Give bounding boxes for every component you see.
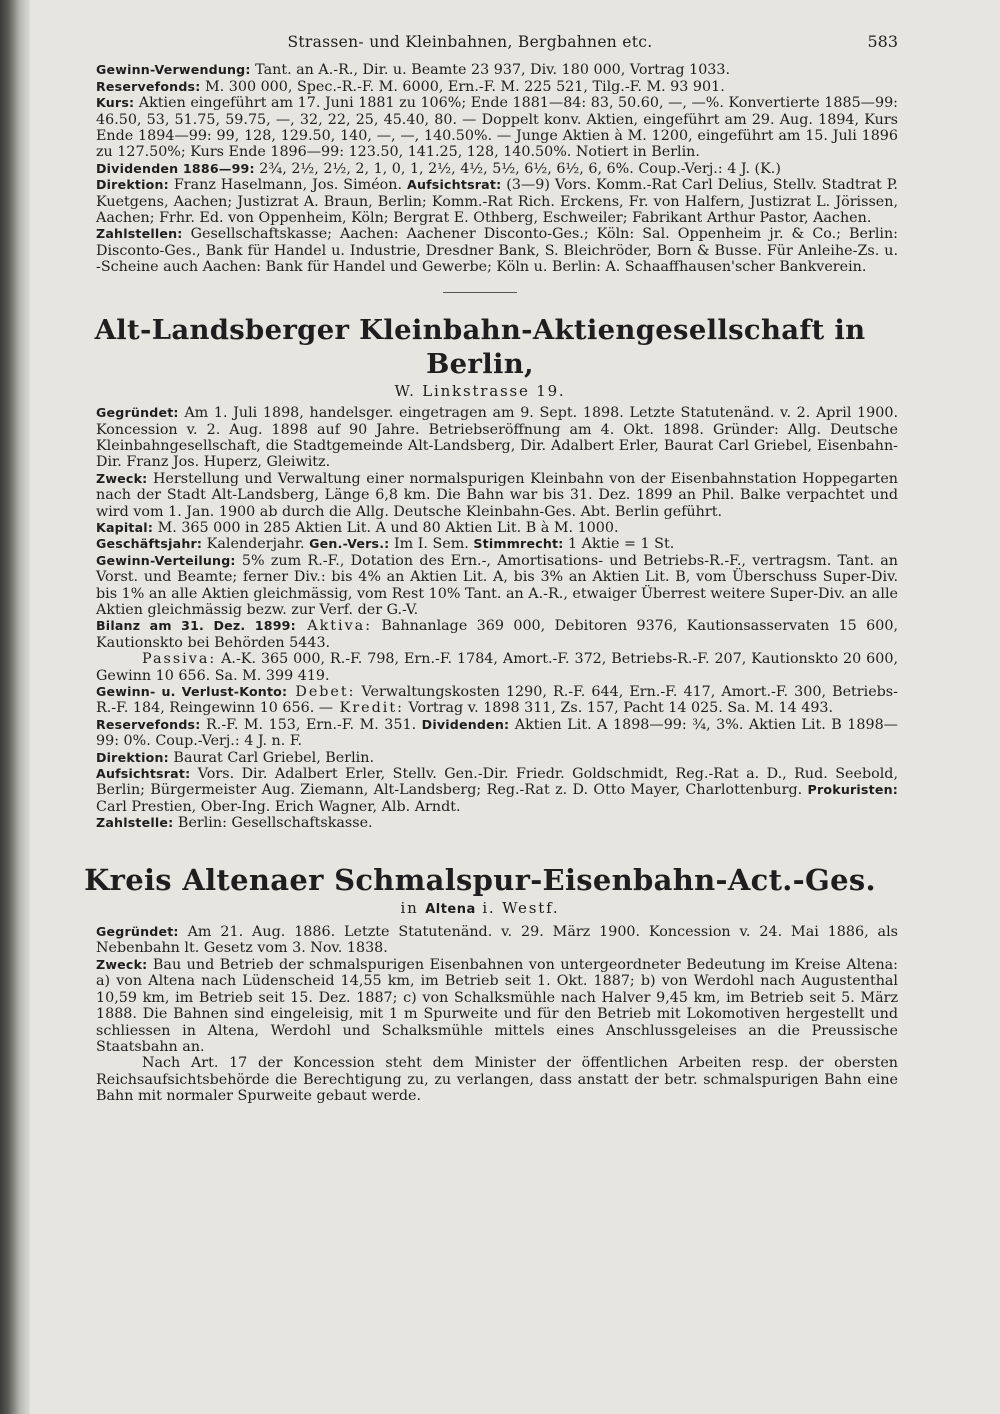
page-binding-edge xyxy=(0,0,30,1414)
field-text: R.-F. M. 153, Ern.-F. M. 351. xyxy=(200,716,417,733)
entry-paragraph xyxy=(62,1055,898,1104)
field-label: Gewinn-Verteilung: xyxy=(96,552,236,568)
address-prefix: in xyxy=(400,898,426,917)
field-text: Verwaltungskosten 1290, R.-F. 644, Ern.-F. 417, Amort.-F. 300, Betriebs-R.-F. 184, Reingewinn 10 656. — xyxy=(96,684,898,717)
entry-paragraph xyxy=(62,471,898,520)
continued-entry xyxy=(62,62,898,275)
entry-paragraph xyxy=(62,815,898,831)
entry-paragraph xyxy=(62,405,898,471)
entry-paragraph xyxy=(62,95,898,161)
page-number: 583 xyxy=(867,32,898,51)
field-text: M. 365 000 in 285 Aktien Lit. A und 80 Aktien Lit. B à M. 1000. xyxy=(153,519,619,536)
field-sublabel: Passiva: xyxy=(142,651,217,668)
field-text: Franz Haselmann, Jos. Siméon. xyxy=(168,177,403,194)
field-text: Baurat Carl Griebel, Berlin. xyxy=(168,749,374,766)
company-title: Alt-Landsberger Kleinbahn-Aktiengesellschaft in Berlin, xyxy=(94,313,866,380)
field-text: Herstellung und Verwaltung einer normalspurigen Kleinbahn von der Eisenbahnstation Hoppegarten nach der Stadt Alt-Landsberg, Länge 6,8 km. Die Bahn war bis 31. Dez. 1899 an Phil. Balke verpachtet und wird vom 1. Jan. 1900 ab durch die Allg. Deutsche Kleinbahn-Ges. Abt. Berlin geführt. xyxy=(96,470,898,520)
entry-paragraph xyxy=(62,79,898,95)
entry-paragraph xyxy=(62,924,898,957)
field-label: Reservefonds: xyxy=(96,78,201,94)
entry-paragraph xyxy=(62,766,898,815)
field-text: Tant. an A.-R., Dir. u. Beamte 23 937, Div. 180 000, Vortrag 1033. xyxy=(250,62,731,79)
section-divider xyxy=(443,292,517,293)
field-label: Reservefonds: xyxy=(96,716,201,732)
entry-paragraph xyxy=(62,177,898,226)
field-text: Aktien eingeführt am 17. Juni 1881 zu 106%; Ende 1881—84: 83, 50.60, —, —%. Konvertierte 1885—99: 46.50, 53, 51.75, 59.75, —, 32, 22, 25, 45.40, 80. — Doppelt konv. Aktien, eingeführt am 29. Aug. 1894, Kurs Ende 1894—99: 99, 128, 129.50, 140, —, —, 140.50%. — Junge Aktien à M. 1200, eingeführt am 15. Juli 1896 zu 127.50%; Kurs Ende 1896—99: 123.50, 141.25, 128, 140.50%. Notiert in Berlin. xyxy=(96,95,898,161)
page-content xyxy=(62,30,898,1105)
field-text: Im I. Sem. xyxy=(389,536,469,553)
field-sublabel: Kredit: xyxy=(333,700,404,717)
running-header xyxy=(62,34,898,50)
field-sublabel: Aktiva: xyxy=(295,618,373,635)
entry-paragraph xyxy=(62,750,898,766)
field-text: 1 Aktie = 1 St. xyxy=(563,536,675,553)
field-text: Nach Art. 17 der Koncession steht dem Minister der öffentlichen Arbeiten resp. der obersten Reichsaufsichtsbehörde die Berechtigung zu, zu verlangen, dass anstatt der betr. schmalspurigen Bahn eine Bahn mit normaler Spurweite gebaut werde. xyxy=(96,1055,898,1105)
field-text: Gesellschaftskasse; Aachen: Aachener Disconto-Ges.; Köln: Sal. Oppenheim jr. & Co.; Berlin: Disconto-Ges., Bank für Handel u. Industrie, Dresdner Bank, S. Bleichröder, Born & Busse. Für Anleihe-Zs. u. -Scheine auch Aachen: Bank für Handel und Gewerbe; Köln u. Berlin: A. Schaaffhausen'scher Bankverein. xyxy=(96,226,898,276)
field-label: Dividenden 1886—99: xyxy=(96,160,255,176)
address-city: Altena xyxy=(425,901,476,917)
entry-paragraph xyxy=(62,553,898,619)
entry-paragraph xyxy=(62,684,898,717)
field-text: A.-K. 365 000, R.-F. 798, Ern.-F. 1784, Amort.-F. 372, Betriebs-R.-F. 207, Kautionskto 20 600, Gewinn 10 656. Sa. M. 399 419. xyxy=(96,651,898,684)
entry-paragraph xyxy=(62,618,898,651)
field-label: Aufsichtsrat: xyxy=(96,766,191,782)
company-address xyxy=(62,900,898,918)
field-label: Stimmrecht: xyxy=(468,536,564,552)
field-text: Aktien Lit. A 1898—99: ¾, 3%. Aktien Lit. B 1898—99: 0%. Coup.-Verj.: 4 J. n. F. xyxy=(96,716,898,750)
field-text: M. 300 000, Spec.-R.-F. M. 6000, Ern.-F. M. 225 521, Tilg.-F. M. 93 901. xyxy=(200,78,725,95)
field-text: Vortrag v. 1898 311, Zs. 157, Pacht 14 025. Sa. M. 14 493. xyxy=(403,700,834,717)
field-label: Gen.-Vers.: xyxy=(304,536,390,552)
entry-paragraph xyxy=(62,62,898,78)
field-label: Direktion: xyxy=(96,177,169,193)
field-label: Gewinn- u. Verlust-Konto: xyxy=(96,684,288,699)
field-label: Zahlstelle: xyxy=(96,815,174,831)
entry-paragraph xyxy=(62,520,898,536)
field-label: Direktion: xyxy=(96,749,169,765)
field-text: Carl Prestien, Ober-Ing. Erich Wagner, Alb. Arndt. xyxy=(96,798,461,815)
field-label: Aufsichtsrat: xyxy=(402,177,502,193)
entry-paragraph xyxy=(62,651,898,684)
field-text: Berlin: Gesellschaftskasse. xyxy=(173,815,373,832)
field-text: (3—9) Vors. Komm.-Rat Carl Delius, Stellv. Stadtrat P. Kuetgens, Aachen; Justizrat A. Braun, Berlin; Komm.-Rat Rich. Erckens, Fr. von Halfern, Justizrat L. Jörissen, Aachen; Frhr. Ed. von Oppenheim, Köln; Bergrat E. Othberg, Eschweiler; Fabrikant Arthur Pastor, Aachen. xyxy=(96,177,898,227)
entry-paragraph xyxy=(62,536,898,552)
field-label: Gegründet: xyxy=(96,405,179,421)
field-label: Geschäftsjahr: xyxy=(96,536,203,552)
field-label: Prokuristen: xyxy=(802,782,898,798)
address-suffix: i. Westf. xyxy=(475,898,560,917)
entry-paragraph xyxy=(62,226,898,275)
company-address: W. Linkstrasse 19. xyxy=(394,381,566,400)
field-text: Kalenderjahr. xyxy=(202,536,305,553)
company-title: Kreis Altenaer Schmalspur-Eisenbahn-Act.-Ges. xyxy=(84,862,876,897)
entry-paragraph xyxy=(62,161,898,177)
field-text: 2¾, 2½, 2½, 2, 1, 0, 1, 2½, 4½, 5½, 6½, 6½, 6, 6%. Coup.-Verj.: 4 J. (K.) xyxy=(254,160,781,177)
field-text: Bau und Betrieb der schmalspurigen Eisenbahnen von untergeordneter Bedeutung im Kreise Altena: a) von Altena nach Lüdenscheid 14,55 km, im Betrieb seit 1. Okt. 1887; b) von Werdohl nach Augustenthal 10,59 km, im Betrieb seit 15. Dez. 1887; c) von Schalksmühle nach Halver 9,45 km, im Betrieb seit 5. März 1888. Die Bahnen sind eingeleisig, mit 1 m Spurweite und für den Betrieb mit Lokomotiven hergestellt und schliessen in Altena, Werdohl und Schalksmühle mittels eines Anschlussgeleises an die Preussische Staatsbahn an. xyxy=(96,956,898,1055)
company-entry xyxy=(62,862,898,1105)
entry-paragraph xyxy=(62,957,898,1055)
field-label: Kapital: xyxy=(96,519,154,535)
entry-paragraph xyxy=(62,717,898,750)
field-text: Bahnanlage 369 000, Debitoren 9376, Kautionsasservaten 15 600, Kautionskto bei Behörden 5443. xyxy=(96,618,898,651)
field-text: Vors. Dir. Adalbert Erler, Stellv. Gen.-Dir. Friedr. Goldschmidt, Reg.-Rat a. D., Rud. Seebold, Berlin; Bürgermeister Aug. Ziemann, Alt-Landsberg; Reg.-Rat z. D. Otto Mayer, Charlottenburg. xyxy=(96,766,898,799)
field-label: Bilanz am 31. Dez. 1899: xyxy=(96,618,296,634)
field-label: Zweck: xyxy=(96,956,148,972)
field-label: Dividenden: xyxy=(416,716,510,732)
running-header-title: Strassen- und Kleinbahnen, Bergbahnen etc. xyxy=(287,33,653,51)
field-text: Am 21. Aug. 1886. Letzte Statutenänd. v. 29. März 1900. Koncession v. 24. Mai 1886, als Nebenbahn lt. Gesetz vom 3. Nov. 1838. xyxy=(96,924,898,957)
field-text: 5% zum R.-F., Dotation des Ern.-, Amortisations- und Betriebs-R.-F., vertragsm. Tant. an Vorst. und Beamte; ferner Div.: bis 4% an Aktien Lit. A, bis 3% an Aktien Lit. B, vom Überschuss Super-Div. bis 1% an alle Aktien gleichmässig, vom Rest 10% Tant. an A.-R., etwaiger Überrest weitere Super-Div. an alle Aktien gleichmässig bezw. zur Verf. der G.-V. xyxy=(96,552,898,618)
field-label: Zweck: xyxy=(96,470,148,486)
field-label: Kurs: xyxy=(96,95,135,111)
field-label: Gegründet: xyxy=(96,924,179,940)
field-label: Zahlstellen: xyxy=(96,226,183,242)
field-label: Gewinn-Verwendung: xyxy=(96,62,251,78)
company-entry xyxy=(62,313,898,832)
field-sublabel: Debet: xyxy=(287,684,356,700)
field-text: Am 1. Juli 1898, handelsger. eingetragen am 9. Sept. 1898. Letzte Statutenänd. v. 2. April 1900. Koncession v. 2. Aug. 1898 auf 90 Jahre. Betriebseröffnung am 4. Okt. 1898. Gründer: Allg. Deutsche Kleinbahngesellschaft, die Stadtgemeinde Alt-Landsberg, Dir. Adalbert Erler, Baurat Carl Griebel, Eisenbahn-Dir. Franz Jos. Huperz, Gleiwitz. xyxy=(96,405,898,471)
